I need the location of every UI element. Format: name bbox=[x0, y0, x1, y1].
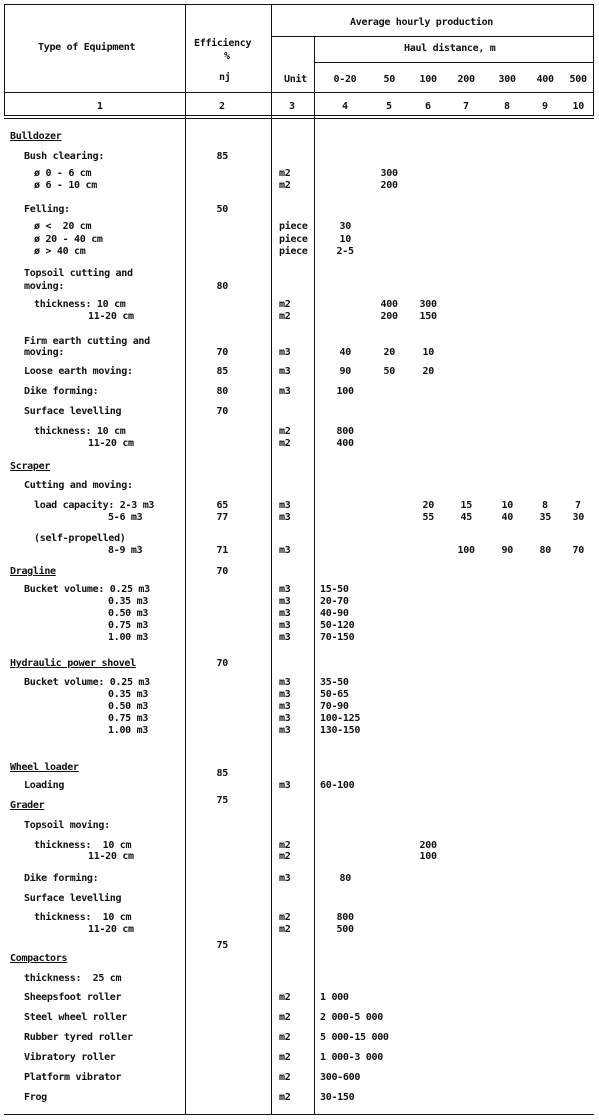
col-divider-3 bbox=[314, 36, 315, 1114]
production-value: 10 bbox=[422, 347, 434, 358]
unit-value: m2 bbox=[279, 168, 291, 179]
row-label: ø 6 - 10 cm bbox=[34, 180, 97, 191]
header-distance: 500 bbox=[569, 74, 587, 85]
production-value: 70 bbox=[572, 545, 584, 556]
header-haul-distance: Haul distance, m bbox=[404, 43, 496, 54]
production-value: 800 bbox=[336, 912, 354, 923]
unit-value: m2 bbox=[279, 299, 291, 310]
column-number-divider bbox=[4, 115, 594, 119]
header-type-of-equipment: Type of Equipment bbox=[38, 42, 136, 53]
production-value: 70-90 bbox=[320, 701, 349, 712]
production-value: 70-150 bbox=[320, 632, 355, 643]
row-label: thickness: 10 cm bbox=[34, 299, 126, 310]
row-label: moving: bbox=[24, 281, 65, 292]
row-label: 11-20 cm bbox=[88, 851, 134, 862]
unit-value: m2 bbox=[279, 1092, 291, 1103]
production-value: 300-600 bbox=[320, 1072, 361, 1083]
column-number: 9 bbox=[542, 101, 548, 112]
section-heading: Grader bbox=[10, 800, 45, 811]
unit-value: piece bbox=[279, 246, 308, 257]
row-label: Steel wheel roller bbox=[24, 1012, 127, 1023]
row-label: Felling: bbox=[24, 204, 70, 215]
row-label: Frog bbox=[24, 1092, 47, 1103]
header-efficiency-unit: % bbox=[224, 51, 230, 62]
production-value: 100 bbox=[457, 545, 475, 556]
unit-value: m3 bbox=[279, 632, 291, 643]
column-number: 2 bbox=[219, 101, 225, 112]
production-value: 90 bbox=[501, 545, 513, 556]
unit-value: m2 bbox=[279, 311, 291, 322]
row-label: 1.00 m3 bbox=[108, 632, 149, 643]
efficiency-value: 71 bbox=[216, 545, 228, 556]
production-value: 45 bbox=[460, 512, 472, 523]
unit-value: m2 bbox=[279, 1072, 291, 1083]
efficiency-value: 70 bbox=[216, 658, 228, 669]
unit-value: m3 bbox=[279, 677, 291, 688]
row-label: Surface levelling bbox=[24, 406, 122, 417]
header-efficiency-symbol: nj bbox=[219, 72, 231, 83]
row-label: Dike forming: bbox=[24, 873, 99, 884]
production-value: 40 bbox=[501, 512, 513, 523]
section-heading: Bulldozer bbox=[10, 131, 62, 142]
efficiency-value: 75 bbox=[216, 940, 228, 951]
header-distance: 50 bbox=[383, 74, 395, 85]
unit-value: m3 bbox=[279, 620, 291, 631]
efficiency-value: 50 bbox=[216, 204, 228, 215]
section-heading: Dragline bbox=[10, 566, 56, 577]
header-divider bbox=[271, 36, 594, 37]
production-value: 15 bbox=[460, 500, 472, 511]
column-number: 5 bbox=[386, 101, 392, 112]
production-value: 40-90 bbox=[320, 608, 349, 619]
row-label: Cutting and moving: bbox=[24, 480, 133, 491]
unit-value: m3 bbox=[279, 713, 291, 724]
header-distance: 100 bbox=[419, 74, 437, 85]
unit-value: m2 bbox=[279, 924, 291, 935]
row-label: load capacity: 2-3 m3 bbox=[34, 500, 155, 511]
production-value: 50 bbox=[383, 366, 395, 377]
production-value: 20 bbox=[422, 366, 434, 377]
row-label: Bucket volume: 0.25 m3 bbox=[24, 677, 150, 688]
production-value: 100-125 bbox=[320, 713, 361, 724]
row-label: Rubber tyred roller bbox=[24, 1032, 133, 1043]
production-value: 50-120 bbox=[320, 620, 355, 631]
production-value: 20 bbox=[383, 347, 395, 358]
unit-value: m3 bbox=[279, 386, 291, 397]
row-label: 11-20 cm bbox=[88, 438, 134, 449]
unit-value: m2 bbox=[279, 1052, 291, 1063]
column-number: 1 bbox=[97, 101, 103, 112]
production-value: 200 bbox=[380, 311, 398, 322]
unit-value: m3 bbox=[279, 512, 291, 523]
column-number: 6 bbox=[425, 101, 431, 112]
row-label: ø > 40 cm bbox=[34, 246, 86, 257]
header-distance: 300 bbox=[498, 74, 516, 85]
header-distance: 400 bbox=[536, 74, 554, 85]
production-value: 2-5 bbox=[336, 246, 354, 257]
unit-value: m3 bbox=[279, 701, 291, 712]
header-distance: 0-20 bbox=[333, 74, 357, 85]
production-value: 200 bbox=[419, 840, 437, 851]
production-value: 400 bbox=[336, 438, 354, 449]
header-average-hourly-production: Average hourly production bbox=[350, 17, 494, 28]
production-value: 100 bbox=[336, 386, 354, 397]
row-label: 0.35 m3 bbox=[108, 689, 149, 700]
production-value: 35-50 bbox=[320, 677, 349, 688]
production-value: 60-100 bbox=[320, 780, 355, 791]
production-value: 10 bbox=[339, 234, 351, 245]
unit-value: m2 bbox=[279, 851, 291, 862]
row-label: 1.00 m3 bbox=[108, 725, 149, 736]
production-value: 15-50 bbox=[320, 584, 349, 595]
production-value: 35 bbox=[539, 512, 551, 523]
header-divider bbox=[314, 62, 594, 63]
unit-value: m3 bbox=[279, 725, 291, 736]
efficiency-value: 80 bbox=[216, 386, 228, 397]
efficiency-value: 85 bbox=[216, 768, 228, 779]
header-unit: Unit bbox=[284, 74, 307, 85]
production-value: 1 000-3 000 bbox=[320, 1052, 383, 1063]
production-value: 20 bbox=[422, 500, 434, 511]
production-value: 55 bbox=[422, 512, 434, 523]
unit-value: m2 bbox=[279, 992, 291, 1003]
production-value: 50-65 bbox=[320, 689, 349, 700]
row-label: 0.50 m3 bbox=[108, 608, 149, 619]
efficiency-value: 70 bbox=[216, 566, 228, 577]
production-value: 20-70 bbox=[320, 596, 349, 607]
unit-value: m3 bbox=[279, 500, 291, 511]
unit-value: m3 bbox=[279, 689, 291, 700]
unit-value: m2 bbox=[279, 426, 291, 437]
unit-value: m3 bbox=[279, 366, 291, 377]
section-heading: Wheel loader bbox=[10, 762, 79, 773]
table-top-border bbox=[4, 4, 594, 5]
production-value: 10 bbox=[501, 500, 513, 511]
row-label: thickness: 10 cm bbox=[34, 426, 126, 437]
row-label: Bush clearing: bbox=[24, 151, 105, 162]
border-right bbox=[593, 4, 594, 116]
efficiency-value: 65 bbox=[216, 500, 228, 511]
production-value: 300 bbox=[419, 299, 437, 310]
row-label: ø 0 - 6 cm bbox=[34, 168, 92, 179]
unit-value: m2 bbox=[279, 912, 291, 923]
unit-value: m3 bbox=[279, 780, 291, 791]
row-label: thickness: 10 cm bbox=[34, 912, 132, 923]
table-bottom-border bbox=[4, 1114, 594, 1115]
unit-value: m3 bbox=[279, 347, 291, 358]
row-label: thickness: 10 cm bbox=[34, 840, 132, 851]
efficiency-value: 70 bbox=[216, 406, 228, 417]
production-value: 200 bbox=[380, 180, 398, 191]
row-label: 0.35 m3 bbox=[108, 596, 149, 607]
column-number: 8 bbox=[504, 101, 510, 112]
unit-value: m2 bbox=[279, 180, 291, 191]
row-label: thickness: 25 cm bbox=[24, 973, 122, 984]
row-label: Sheepsfoot roller bbox=[24, 992, 122, 1003]
production-value: 80 bbox=[539, 545, 551, 556]
row-label: Loading bbox=[24, 780, 65, 791]
row-label: 11-20 cm bbox=[88, 924, 134, 935]
unit-value: m2 bbox=[279, 1012, 291, 1023]
production-value: 1 000 bbox=[320, 992, 349, 1003]
header-distance: 200 bbox=[457, 74, 475, 85]
row-label: Platform vibrator bbox=[24, 1072, 122, 1083]
efficiency-value: 80 bbox=[216, 281, 228, 292]
section-heading: Compactors bbox=[10, 953, 68, 964]
row-label: 0.75 m3 bbox=[108, 713, 149, 724]
row-label: Topsoil cutting and bbox=[24, 268, 133, 279]
production-value: 30 bbox=[339, 221, 351, 232]
unit-value: m2 bbox=[279, 438, 291, 449]
row-label: Topsoil moving: bbox=[24, 820, 110, 831]
unit-value: m3 bbox=[279, 873, 291, 884]
unit-value: m2 bbox=[279, 1032, 291, 1043]
production-value: 150 bbox=[419, 311, 437, 322]
row-label: 0.50 m3 bbox=[108, 701, 149, 712]
row-label: ø 20 - 40 cm bbox=[34, 234, 103, 245]
border-left bbox=[4, 4, 5, 116]
unit-value: piece bbox=[279, 234, 308, 245]
production-value: 8 bbox=[542, 500, 548, 511]
production-value: 130-150 bbox=[320, 725, 361, 736]
column-number: 10 bbox=[572, 101, 584, 112]
section-heading: Scraper bbox=[10, 461, 51, 472]
unit-value: m3 bbox=[279, 608, 291, 619]
production-value: 30 bbox=[572, 512, 584, 523]
col-divider-1 bbox=[185, 4, 186, 1114]
production-value: 400 bbox=[380, 299, 398, 310]
production-value: 100 bbox=[419, 851, 437, 862]
header-efficiency: Efficiency bbox=[194, 38, 252, 49]
row-label: Dike forming: bbox=[24, 386, 99, 397]
row-label: 0.75 m3 bbox=[108, 620, 149, 631]
column-number: 7 bbox=[463, 101, 469, 112]
row-label: (self-propelled) bbox=[34, 533, 126, 544]
production-value: 500 bbox=[336, 924, 354, 935]
col-divider-2 bbox=[271, 4, 272, 1114]
production-value: 30-150 bbox=[320, 1092, 355, 1103]
column-number: 4 bbox=[342, 101, 348, 112]
header-bottom-border bbox=[4, 92, 594, 93]
production-value: 800 bbox=[336, 426, 354, 437]
efficiency-value: 85 bbox=[216, 366, 228, 377]
row-label: 8-9 m3 bbox=[108, 545, 143, 556]
section-heading: Hydraulic power shovel bbox=[10, 658, 136, 669]
column-number: 3 bbox=[289, 101, 295, 112]
efficiency-value: 77 bbox=[216, 512, 228, 523]
production-value: 80 bbox=[339, 873, 351, 884]
production-value: 40 bbox=[339, 347, 351, 358]
production-value: 2 000-5 000 bbox=[320, 1012, 383, 1023]
unit-value: m2 bbox=[279, 840, 291, 851]
unit-value: m3 bbox=[279, 584, 291, 595]
row-label: Surface levelling bbox=[24, 893, 122, 904]
row-label: Vibratory roller bbox=[24, 1052, 116, 1063]
production-value: 300 bbox=[380, 168, 398, 179]
row-label: Loose earth moving: bbox=[24, 366, 133, 377]
production-value: 7 bbox=[575, 500, 581, 511]
row-label: Firm earth cutting and bbox=[24, 336, 150, 347]
efficiency-value: 85 bbox=[216, 151, 228, 162]
row-label: ø < 20 cm bbox=[34, 221, 92, 232]
row-label: 5-6 m3 bbox=[108, 512, 143, 523]
unit-value: piece bbox=[279, 221, 308, 232]
unit-value: m3 bbox=[279, 545, 291, 556]
efficiency-value: 75 bbox=[216, 795, 228, 806]
row-label: moving: bbox=[24, 347, 65, 358]
efficiency-value: 70 bbox=[216, 347, 228, 358]
unit-value: m3 bbox=[279, 596, 291, 607]
row-label: Bucket volume: 0.25 m3 bbox=[24, 584, 150, 595]
row-label: 11-20 cm bbox=[88, 311, 134, 322]
production-value: 90 bbox=[339, 366, 351, 377]
production-value: 5 000-15 000 bbox=[320, 1032, 389, 1043]
